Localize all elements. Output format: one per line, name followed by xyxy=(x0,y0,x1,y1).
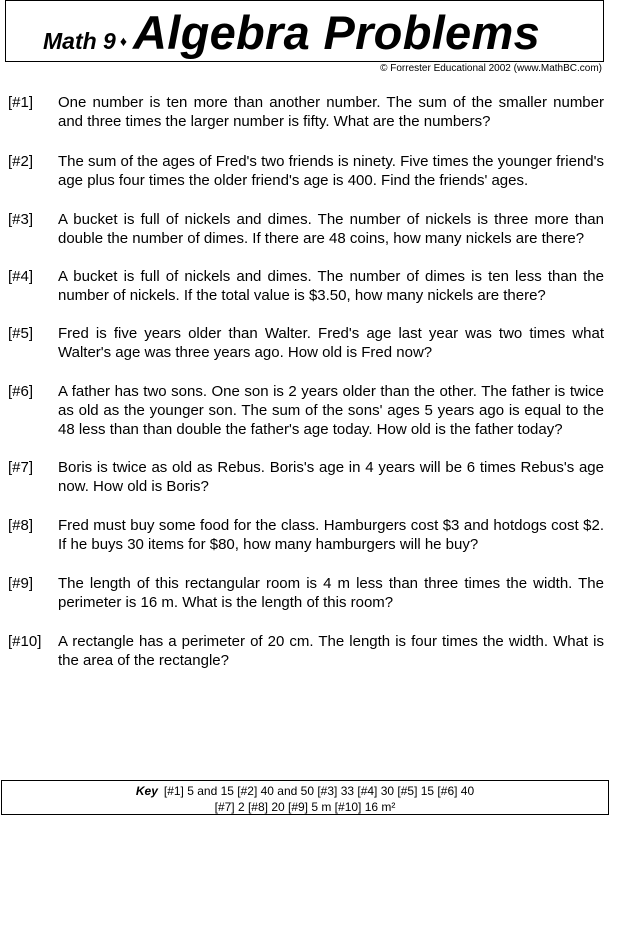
problem-number: [#6] xyxy=(8,383,34,400)
problem-number: [#10] xyxy=(8,633,42,650)
course-name: Math 9 xyxy=(43,28,116,54)
problem-item xyxy=(8,632,604,670)
problem-text: Boris is twice as old as Rebus. Boris's age in 4 years will be 6 times Rebus's age now. How old is Boris? xyxy=(58,459,604,495)
copyright-notice: © Forrester Educational 2002 (www.MathBC.com) xyxy=(380,63,602,74)
problem-text: The sum of the ages of Fred's two friends is ninety. Five times the younger friend's age plus four times the older friend's age is 400. Find the friends' ages. xyxy=(58,153,604,189)
problem-number: [#9] xyxy=(8,575,34,592)
problem-text: A bucket is full of nickels and dimes. The number of nickels is three more than double the number of dimes. If there are 48 coins, how many nickels are there? xyxy=(58,211,604,247)
problem-item xyxy=(8,382,604,439)
answer-key-answers-1: [#1] 5 and 15 [#2] 40 and 50 [#3] 33 [#4] 30 [#5] 15 [#6] 40 xyxy=(163,784,475,798)
problem-item xyxy=(8,93,604,131)
problem-item xyxy=(8,267,604,305)
problem-list xyxy=(8,93,604,670)
problem-text: A bucket is full of nickels and dimes. The number of dimes is ten less than the number of nickels. If the total value is $3.50, how many nickels are there? xyxy=(58,268,604,304)
diamond-icon: ♦ xyxy=(119,33,127,49)
header-box xyxy=(5,0,604,62)
answer-key-label: Key xyxy=(135,784,158,798)
problem-text: A rectangle has a perimeter of 20 cm. The length is four times the width. What is the area of the rectangle? xyxy=(58,633,604,669)
problem-number: [#2] xyxy=(8,153,34,170)
answer-key xyxy=(1,780,609,815)
page-title: Algebra Problems xyxy=(133,6,541,59)
problem-text: One number is ten more than another number. The sum of the smaller number and three times the larger number is fifty. What are the numbers? xyxy=(58,94,604,130)
problem-text: A father has two sons. One son is 2 years older than the other. The father is twice as old as the younger son. The sum of the sons' ages 5 years ago is equal to the 48 less than than double the father's age today. How old is the father today? xyxy=(58,383,604,438)
problem-item xyxy=(8,458,604,496)
header-line xyxy=(43,5,540,60)
problem-item xyxy=(8,152,604,190)
problem-text: Fred must buy some food for the class. Hamburgers cost $3 and hotdogs cost $2. If he buys 30 items for $80, how many hamburgers will he buy? xyxy=(58,517,604,553)
problem-number: [#3] xyxy=(8,211,34,228)
problem-text: Fred is five years older than Walter. Fred's age last year was two times what Walter's age was three years ago. How old is Fred now? xyxy=(58,325,604,361)
problem-item xyxy=(8,210,604,248)
problem-item xyxy=(8,574,604,612)
problem-item xyxy=(8,516,604,554)
problem-item xyxy=(8,324,604,362)
problem-number: [#4] xyxy=(8,268,34,285)
problem-text: The length of this rectangular room is 4 m less than three times the width. The perimeter is 16 m. What is the length of this room? xyxy=(58,575,604,611)
problem-number: [#7] xyxy=(8,459,34,476)
answer-key-line-1 xyxy=(2,783,608,799)
problem-number: [#5] xyxy=(8,325,34,342)
answer-key-answers-2: [#7] 2 [#8] 20 [#9] 5 m [#10] 16 m² xyxy=(214,800,396,814)
problem-number: [#1] xyxy=(8,94,34,111)
problem-number: [#8] xyxy=(8,517,34,534)
